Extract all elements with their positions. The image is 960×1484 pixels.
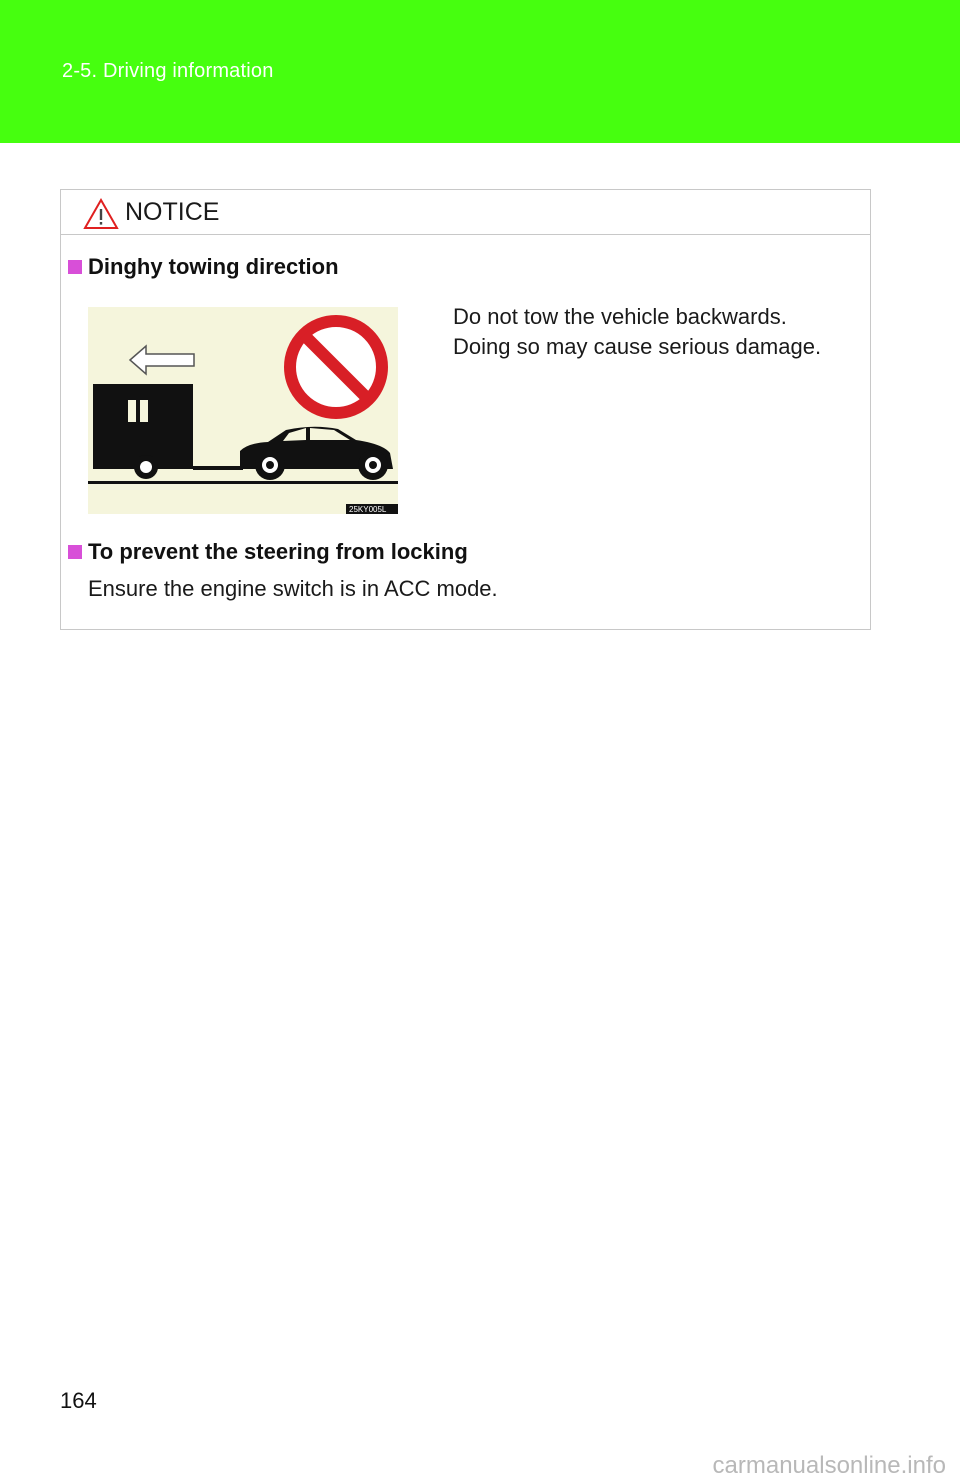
notice-title: NOTICE: [125, 198, 220, 226]
bullet-square-icon: [68, 545, 82, 559]
description-line: Do not tow the vehicle backwards.: [453, 304, 787, 329]
page-header: [0, 0, 960, 143]
description-line: Doing so may cause serious damage.: [453, 334, 822, 359]
towing-description: [453, 302, 821, 362]
warning-triangle-icon: [83, 198, 119, 230]
section-title: 2-5. Driving information: [62, 60, 274, 82]
section-heading-label: To prevent the steering from locking: [88, 539, 468, 564]
section-heading-steering: [68, 539, 468, 565]
notice-box: [60, 189, 871, 630]
watermark: carmanualsonline.info: [712, 1452, 946, 1479]
page-number: 164: [60, 1388, 97, 1413]
section-heading-label: Dinghy towing direction: [88, 254, 339, 279]
illustration-code: 25KY005L: [349, 505, 387, 514]
bullet-square-icon: [68, 260, 82, 274]
section-heading-towing: [68, 254, 339, 280]
notice-header: [61, 190, 870, 235]
towing-illustration: [88, 307, 398, 514]
prohibited-icon: [290, 321, 382, 413]
steering-text: Ensure the engine switch is in ACC mode.: [88, 576, 498, 601]
